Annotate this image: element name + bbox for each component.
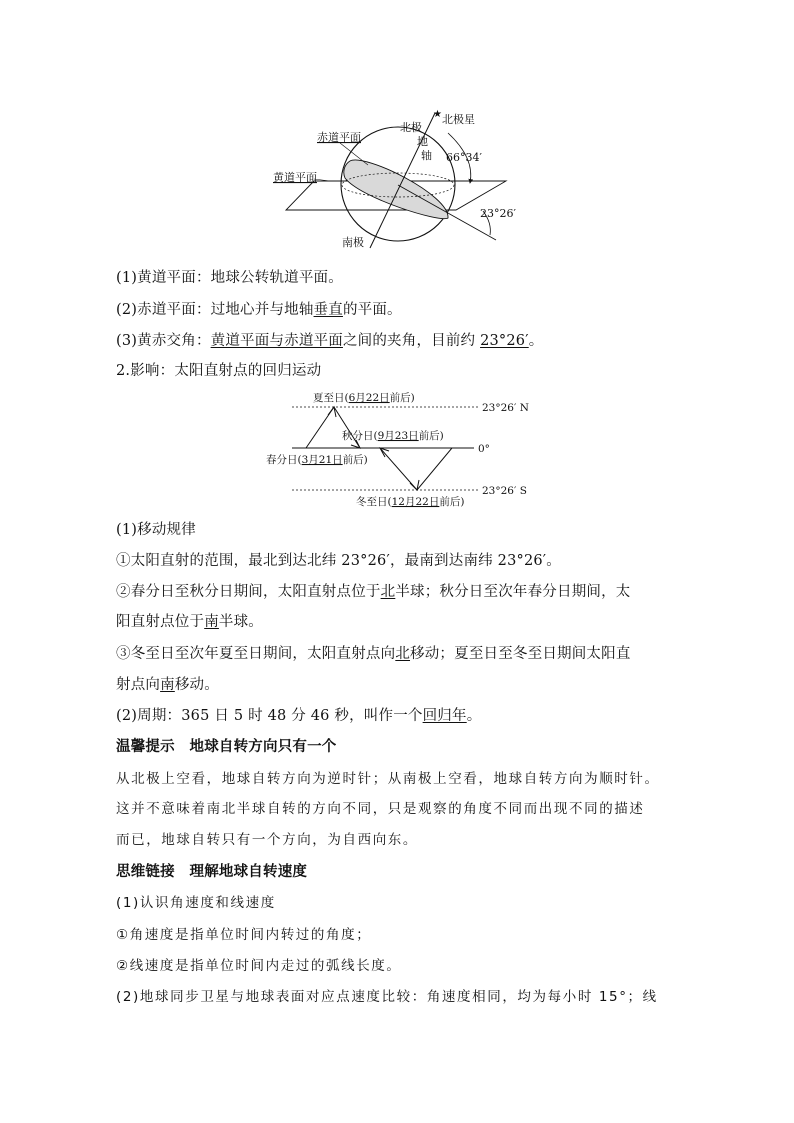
obliquity-diagram (270, 103, 520, 253)
lat-south-label: 23°26′ S (482, 485, 527, 497)
rule-1: ①太阳直射的范围，最北到达北纬 23°26′，最南到达南纬 23°26′。 (116, 553, 562, 569)
tip-line-2: 这并不意味着南北半球自转的方向不同，只是观察的角度不同而出现不同的描述 (116, 801, 645, 817)
ecliptic-plane-label: 黄道平面 (273, 171, 317, 184)
rule-2a: ②春分日至秋分日期间，太阳直射点位于北半球；秋分日至次年春分日期间，太 (116, 584, 631, 600)
def-obliquity: (3)黄赤交角：黄道平面与赤道平面之间的夹角，目前约 23°26′。 (116, 333, 544, 349)
link-line-1: (1)认识角速度和线速度 (116, 895, 276, 911)
section-heading-influence: 2.影响：太阳直射点的回归运动 (116, 363, 322, 379)
spring-equinox-label: 春分日(3月21日前后) (266, 454, 368, 466)
subsolar-migration-diagram (262, 387, 542, 512)
tip-line-3: 而已，地球自转只有一个方向，为自西向东。 (116, 832, 418, 848)
link-line-4: (2)地球同步卫星与地球表面对应点速度比较：角速度相同，均为每小时 15°；线 (116, 989, 658, 1005)
autumn-equinox-label: 秋分日(9月23日前后) (342, 430, 444, 442)
rule-3a: ③冬至日至次年夏至日期间，太阳直射点向北移动；夏至日至冬至日期间太阳直 (116, 646, 631, 662)
tip-line-1: 从北极上空看，地球自转方向为逆时针；从南极上空看，地球自转方向为顺时针。 (116, 771, 660, 787)
winter-solstice-label: 冬至日(12月22日前后) (356, 496, 465, 508)
def-equator: (2)赤道平面：过地心并与地轴垂直的平面。 (116, 302, 402, 318)
polaris-star-icon: ★ (433, 109, 442, 120)
rule-3b: 射点向南移动。 (116, 677, 219, 693)
summer-solstice-label: 夏至日(6月22日前后) (313, 392, 415, 404)
tip-title: 温馨提示 地球自转方向只有一个 (116, 739, 337, 755)
link-line-2: ①角速度是指单位时间内转过的角度； (116, 927, 372, 943)
axis-label-1: 地 (417, 135, 428, 148)
polaris-label: 北极星 (442, 113, 475, 126)
move-rule-heading: (1)移动规律 (116, 522, 196, 538)
def-ecliptic: (1)黄道平面：地球公转轨道平面。 (116, 270, 343, 286)
lat-zero-label: 0° (478, 443, 490, 455)
angle-66-label: 66°34′ (446, 151, 482, 164)
period-line: (2)周期：365 日 5 时 48 分 46 秒，叫作一个回归年。 (116, 708, 482, 724)
lat-north-label: 23°26′ N (482, 402, 529, 414)
rule-2b: 阳直射点位于南半球。 (116, 614, 264, 630)
north-pole-label: 北极 (400, 121, 422, 134)
south-pole-label: 南极 (342, 236, 364, 249)
south-migration-path (380, 448, 452, 490)
link-line-3: ②线速度是指单位时间内走过的弧线长度。 (116, 958, 402, 974)
link-title: 思维链接 理解地球自转速度 (116, 864, 308, 880)
angle-23-label: 23°26′ (480, 207, 516, 220)
equator-plane-label: 赤道平面 (317, 131, 361, 144)
axis-label-2: 轴 (421, 149, 432, 162)
